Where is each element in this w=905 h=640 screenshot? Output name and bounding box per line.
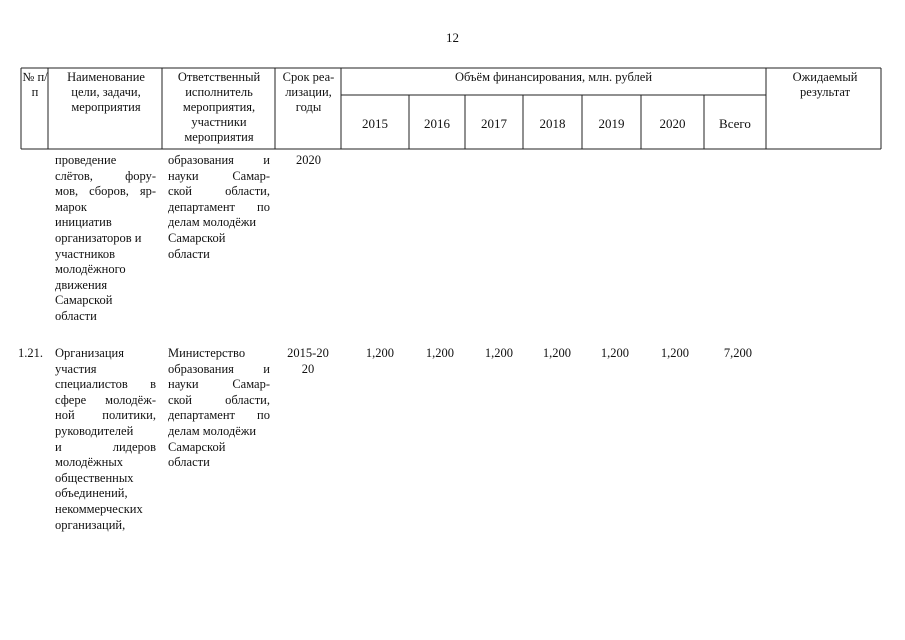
header-term: Срок реа-лизации, годы bbox=[282, 70, 335, 114]
row-0-name-line-6: участников bbox=[55, 246, 116, 261]
header-year-2017: 2017 bbox=[481, 116, 507, 131]
row-1-resp-line-5: делам молодёжи bbox=[168, 423, 257, 438]
row-1-resp-line-4: департамент по bbox=[168, 408, 270, 423]
row-1-name-line-7: молодёжных bbox=[55, 455, 124, 470]
row-0-name-line-8: движения bbox=[55, 277, 108, 292]
row-1-name-line-3: сфере молодёж- bbox=[55, 392, 156, 407]
row-1-name-line-11: организаций, bbox=[55, 517, 126, 532]
row-1-name-line-0: Организация bbox=[55, 346, 124, 360]
row-0-resp-line-1: науки Самар- bbox=[168, 168, 270, 183]
row-1-name-line-9: объединений, bbox=[55, 486, 128, 501]
row-1-name-line-10: некоммерческих bbox=[55, 501, 143, 516]
row-0-name-line-2: мов, сборов, яр- bbox=[55, 184, 156, 199]
header-year-2016: 2016 bbox=[424, 116, 450, 131]
header-funding: Объём финансирования, млн. рублей bbox=[454, 70, 653, 84]
row-1-num: 1.21. bbox=[18, 346, 43, 360]
row-0-resp-line-5: Самарской bbox=[168, 230, 226, 245]
page-number: 12 bbox=[446, 30, 459, 45]
row-1-name-line-1: участия bbox=[55, 361, 97, 376]
row-1-responsible bbox=[168, 346, 270, 471]
row-0-name-line-7: молодёжного bbox=[55, 262, 126, 277]
row-1-value-2016: 1,200 bbox=[425, 346, 454, 360]
row-1-name bbox=[55, 346, 156, 533]
header-year-2018: 2018 bbox=[539, 116, 566, 131]
row-0-name-line-0: проведение bbox=[55, 153, 117, 167]
row-1-resp-line-6: Самарской bbox=[168, 439, 226, 454]
row-0-term: 2020 bbox=[296, 153, 321, 167]
row-1-name-line-6: и лидеров bbox=[55, 439, 156, 454]
header-result: Ожидаемый результат bbox=[792, 70, 858, 99]
row-1-value-2019: 1,200 bbox=[600, 346, 629, 360]
row-1-name-line-4: ной политики, bbox=[55, 408, 156, 423]
row-1-resp-line-2: науки Самар- bbox=[168, 377, 270, 392]
row-0-responsible bbox=[168, 153, 270, 262]
row-0-name bbox=[55, 153, 156, 325]
row-1-name-line-8: общественных bbox=[55, 470, 134, 485]
row-0-name-line-3: марок bbox=[55, 199, 87, 214]
row-1-value-2018: 1,200 bbox=[542, 346, 571, 360]
header-num: № п/п bbox=[22, 70, 48, 99]
row-1-resp-line-7: области bbox=[168, 455, 210, 470]
row-1-value-total: 7,200 bbox=[723, 346, 752, 360]
header-name: Наименование цели, задачи, мероприятия bbox=[67, 70, 145, 114]
header-total: Всего bbox=[719, 116, 751, 131]
row-0-resp-line-2: ской области, bbox=[168, 184, 270, 199]
row-0-name-line-4: инициатив bbox=[55, 215, 112, 230]
row-0-resp-line-4: делам молодёжи bbox=[168, 215, 257, 230]
row-1-name-line-2: специалистов в bbox=[55, 377, 156, 392]
row-1-resp-line-0: Министерство bbox=[168, 346, 246, 360]
row-1-name-line-5: руководителей bbox=[55, 423, 134, 438]
row-1-term: 2015-2020 bbox=[287, 346, 329, 376]
row-0-resp-line-0: образования и bbox=[168, 153, 270, 167]
row-0-name-line-10: области bbox=[55, 308, 97, 323]
header-year-2015: 2015 bbox=[362, 116, 388, 131]
row-0-name-line-1: слётов, фору- bbox=[55, 168, 156, 183]
row-0-resp-line-6: области bbox=[168, 246, 210, 261]
row-0-name-line-9: Самарской bbox=[55, 293, 113, 308]
header-responsible: Ответственный исполнитель мероприятия, участники мероприятия bbox=[177, 70, 261, 144]
header-year-2019: 2019 bbox=[598, 116, 625, 131]
header-year-2020: 2020 bbox=[659, 116, 686, 131]
row-1-resp-line-1: образования и bbox=[168, 361, 270, 376]
row-1-value-2020: 1,200 bbox=[660, 346, 689, 360]
row-1-resp-line-3: ской области, bbox=[168, 392, 270, 407]
row-1-value-2017: 1,200 bbox=[484, 346, 513, 360]
row-1-value-2015: 1,200 bbox=[365, 346, 394, 360]
row-0-name-line-5: организаторов и bbox=[55, 230, 142, 245]
row-0-resp-line-3: департамент по bbox=[168, 199, 270, 214]
